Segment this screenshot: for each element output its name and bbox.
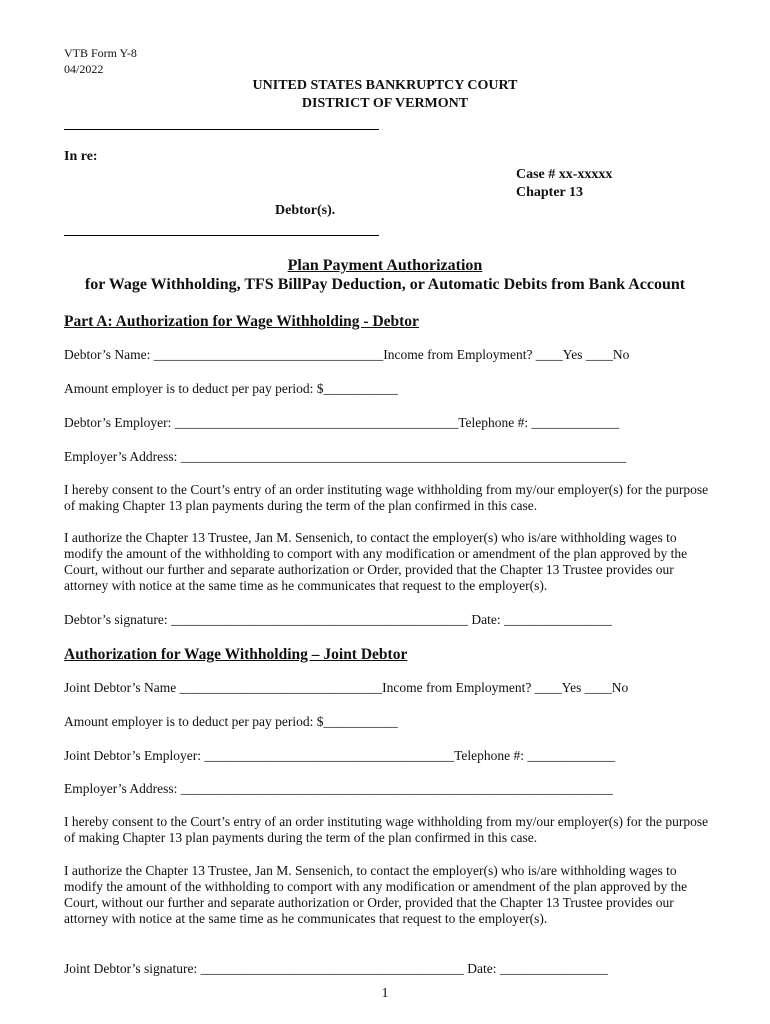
case-number: Case # xx-xxxxx [516,167,613,182]
debtor-employer-address-field[interactable]: Employer’s Address: __________________________________________________________________ [64,449,627,464]
joint-signature-field[interactable]: Joint Debtor’s signature: _______________________________________ Date: ________________ [64,961,608,976]
form-title: Plan Payment Authorization [287,257,483,274]
debtor-consent-paragraph: I hereby consent to the Court’s entry of an order instituting wage withholding from my/our employer(s) for the purpose of making Chapter 13 plan payments during the term of the plan confirmed in this case. [64,482,709,513]
page-number: 1 [381,986,389,1001]
debtor-deduction-amount-field[interactable]: Amount employer is to deduct per pay period: $___________ [64,381,398,396]
joint-debtor-heading: Authorization for Wage Withholding – Joint Debtor [64,646,408,663]
debtor-name-field[interactable]: Debtor’s Name: __________________________________Income from Employment? ____Yes ____No [64,347,630,362]
court-name: UNITED STATES BANKRUPTCY COURT [252,78,518,93]
form-date: 04/2022 [64,62,104,76]
court-district: DISTRICT OF VERMONT [301,96,469,111]
joint-debtor-name-field[interactable]: Joint Debtor’s Name ______________________________Income from Employment? ____Yes ____No [64,680,629,695]
form-subtitle: for Wage Withholding, TFS BillPay Deduction, or Automatic Debits from Bank Account [84,276,686,293]
debtor-employer-field[interactable]: Debtor’s Employer: __________________________________________Telephone #: _____________ [64,415,620,430]
debtor-signature-field[interactable]: Debtor’s signature: ____________________________________________ Date: ________________ [64,612,612,627]
joint-employer-address-field[interactable]: Employer’s Address: ________________________________________________________________ [64,781,613,796]
joint-consent-paragraph: I hereby consent to the Court’s entry of an order instituting wage withholding from my/our employer(s) for the purpose of making Chapter 13 plan payments during the term of the plan confirmed in this case. [64,814,709,845]
form-id: VTB Form Y-8 [64,46,137,60]
debtors-label: Debtor(s). [275,203,336,218]
joint-employer-field[interactable]: Joint Debtor’s Employer: _____________________________________Telephone #: _____________ [64,748,616,763]
in-re-label: In re: [64,149,98,164]
chapter-label: Chapter 13 [516,185,584,200]
joint-deduction-amount-field[interactable]: Amount employer is to deduct per pay period: $___________ [64,714,398,729]
debtor-authorization-paragraph: I authorize the Chapter 13 Trustee, Jan M. Sensenich, to contact the employer(s) who is/are withholding wages to modify the amount of the withholding to comport with any modification or amendment of the plan approved by the Court, without our further and separate authorization or Order, provided that the Chapter 13 Trustee provides our attorney with notice at the same time as he communicates that request to the employer(s). [64,530,688,593]
joint-authorization-paragraph: I authorize the Chapter 13 Trustee, Jan M. Sensenich, to contact the employer(s) who is/are withholding wages to modify the amount of the withholding to comport with any modification or amendment of the plan approved by the Court, without our further and separate authorization or Order, provided that the Chapter 13 Trustee provides our attorney with notice at the same time as he communicates that request to the employer(s). [64,863,688,926]
caption-top-rule [64,129,379,130]
part-a-heading: Part A: Authorization for Wage Withholding - Debtor [64,313,419,330]
caption-bottom-rule [64,235,379,236]
